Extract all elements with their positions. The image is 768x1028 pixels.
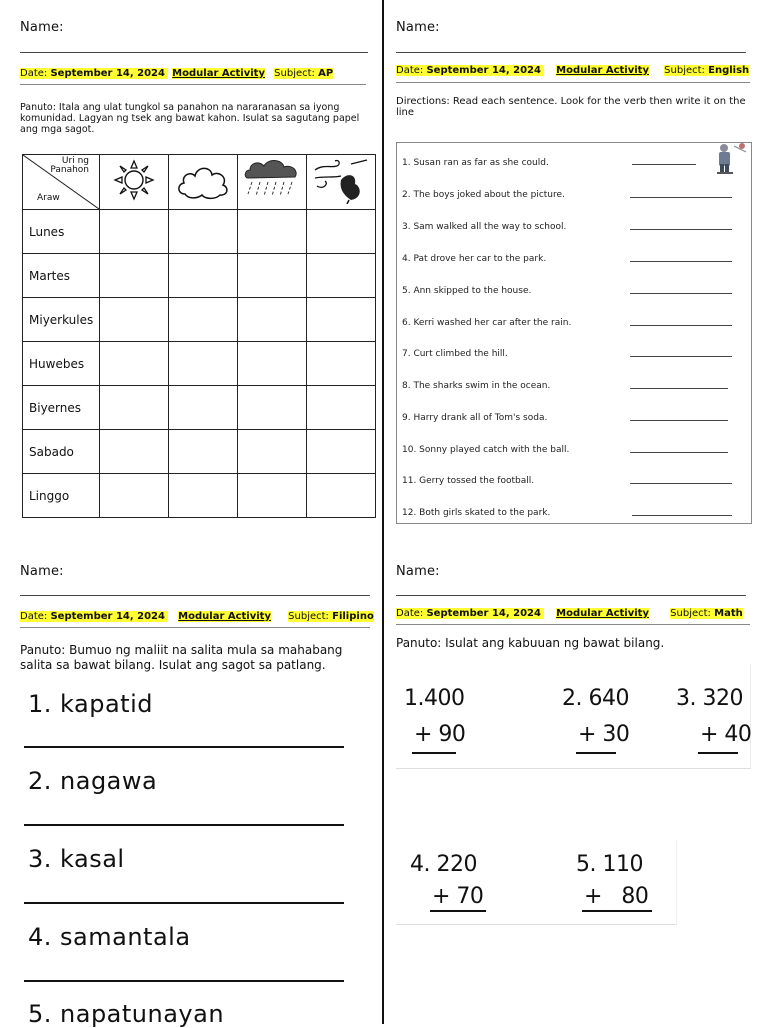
sentence-item: 5. Ann skipped to the house. [402,286,532,296]
date-value: September 14, 2024 [426,608,541,619]
subject-value: Math [714,608,743,619]
check-box[interactable] [100,474,169,518]
check-box[interactable] [100,386,169,430]
name-label: Name: [20,564,64,579]
check-box[interactable] [100,298,169,342]
instructions: Panuto: Itala ang ulat tungkol sa panahon na nararanasan sa iyong komunidad. Lagyan ng tsek ang bawat kahon. Isulat sa sagutang papel ang mga sagot. [20,102,360,135]
subject-label: Subject: [664,65,705,76]
date-value: September 14, 2024 [50,68,165,79]
check-box[interactable] [307,474,376,518]
day-row [23,430,376,474]
day-row [23,254,376,298]
activity-label: Modular Activity [556,608,649,619]
answer-line[interactable] [24,902,344,904]
subject-value: English [708,65,750,76]
name-line[interactable] [396,595,746,596]
answer-rule[interactable] [582,910,652,912]
sentence-item: 10. Sonny played catch with the ball. [402,445,570,455]
date-label: Date: [20,611,48,622]
check-box[interactable] [100,210,169,254]
subject-label: Subject: [288,611,329,622]
check-box[interactable] [238,298,307,342]
check-box[interactable] [169,210,238,254]
name-line[interactable] [20,595,370,596]
cloud-icon [169,155,238,210]
weather-table [22,154,376,518]
answer-line[interactable] [630,388,728,389]
answer-line[interactable] [630,293,732,294]
problem-top: 3. 320 [676,686,743,711]
check-box[interactable] [307,254,376,298]
check-box[interactable] [100,342,169,386]
date-label: Date: [396,65,424,76]
check-box[interactable] [100,430,169,474]
word-item: 4. samantala [28,923,191,951]
check-box[interactable] [307,298,376,342]
name-label: Name: [20,20,64,35]
problem-top: 1.400 [404,686,465,711]
day-row [23,474,376,518]
answer-line[interactable] [632,164,696,165]
check-box[interactable] [169,254,238,298]
problem-top: 5. 110 [576,852,643,877]
day-label: Sabado [23,430,100,474]
problem-bottom: + 30 [578,722,630,747]
corner-header [23,155,100,210]
sentence-item: 4. Pat drove her car to the park. [402,254,547,264]
name-line[interactable] [20,52,368,53]
check-box[interactable] [169,298,238,342]
word-item: 1. kapatid [28,690,153,718]
problem-bottom: + 80 [584,884,649,909]
sentence-item: 8. The sharks swim in the ocean. [402,381,551,391]
word-item: 5. napatunayan [28,1000,225,1028]
sentence-item: 11. Gerry tossed the football. [402,476,535,486]
answer-line[interactable] [630,197,732,198]
header-line [396,607,743,620]
name-label: Name: [396,564,440,579]
instructions: Panuto: Isulat ang kabuuan ng bawat bilang. [396,636,665,650]
date-value: September 14, 2024 [50,611,165,622]
date-value: September 14, 2024 [426,65,541,76]
sentence-item: 6. Kerri washed her car after the rain. [402,318,572,328]
check-box[interactable] [307,386,376,430]
activity-label: Modular Activity [556,65,649,76]
subject-label: Subject: [274,68,315,79]
day-label: Lunes [23,210,100,254]
answer-rule[interactable] [698,752,738,754]
day-row [23,386,376,430]
wind-icon [307,155,376,210]
sentence-item: 12. Both girls skated to the park. [402,508,551,518]
check-box[interactable] [100,254,169,298]
instructions: Directions: Read each sentence. Look for the verb then write it on the line [396,96,746,118]
name-label: Name: [396,20,440,35]
sentence-item: 3. Sam walked all the way to school. [402,222,567,232]
header-rule [396,624,750,625]
answer-rule[interactable] [430,910,486,912]
check-box[interactable] [238,430,307,474]
check-box[interactable] [307,342,376,386]
vertical-divider [382,0,384,1024]
check-box[interactable] [169,430,238,474]
sentence-item: 9. Harry drank all of Tom's soda. [402,413,548,423]
answer-line[interactable] [24,980,344,982]
answer-line[interactable] [630,325,732,326]
date-label: Date: [20,68,48,79]
answer-rule[interactable] [412,752,456,754]
answer-line[interactable] [24,824,344,826]
check-box[interactable] [169,474,238,518]
instructions: Panuto: Bumuo ng maliit na salita mula sa mahabang salita sa bawat bilang. Isulat ang sagot sa patlang. [20,643,343,672]
problem-top: 4. 220 [410,852,477,877]
subject-value: Filipino [332,611,374,622]
header-line [396,64,749,77]
answer-line[interactable] [630,356,732,357]
corner-bottom-label: Araw [37,193,60,203]
header-rule [20,84,366,85]
word-item: 2. nagawa [28,767,158,795]
corner-top-label: Uri ng Panahon [50,156,89,175]
answer-rule[interactable] [576,752,616,754]
day-label: Huwebes [23,342,100,386]
day-label: Linggo [23,474,100,518]
sun-icon [100,155,169,210]
problem-top: 2. 640 [562,686,629,711]
sentence-item: 2. The boys joked about the picture. [402,190,565,200]
answer-line[interactable] [632,515,732,516]
check-box[interactable] [169,386,238,430]
check-box[interactable] [238,474,307,518]
answer-line[interactable] [630,420,728,421]
day-label: Miyerkules [23,298,100,342]
subject-label: Subject: [670,608,711,619]
answer-line[interactable] [630,452,728,453]
day-row [23,298,376,342]
name-line[interactable] [396,52,746,53]
check-box[interactable] [307,210,376,254]
problem-bottom: + 90 [414,722,466,747]
activity-label: Modular Activity [178,611,271,622]
problem-bottom: + 70 [432,884,484,909]
rain-icon [238,155,307,210]
answer-line[interactable] [24,746,344,748]
header-rule [20,627,370,628]
problem-bottom: + 40 [700,722,752,747]
answer-line[interactable] [630,229,732,230]
check-box[interactable] [238,342,307,386]
header-rule [396,82,750,83]
day-row [23,210,376,254]
day-label: Martes [23,254,100,298]
subject-value: AP [318,68,334,79]
answer-line[interactable] [630,483,732,484]
sentence-item: 7. Curt climbed the hill. [402,349,508,359]
sentence-item: 1. Susan ran as far as she could. [402,158,549,168]
check-box[interactable] [169,342,238,386]
date-label: Date: [396,608,424,619]
skater-image [712,142,748,176]
check-box[interactable] [307,430,376,474]
day-label: Biyernes [23,386,100,430]
check-box[interactable] [238,254,307,298]
word-item: 3. kasal [28,845,125,873]
check-box[interactable] [238,386,307,430]
header-line [20,610,374,623]
check-box[interactable] [238,210,307,254]
activity-label: Modular Activity [172,68,265,79]
day-row [23,342,376,386]
answer-line[interactable] [630,261,732,262]
header-line [20,67,333,80]
